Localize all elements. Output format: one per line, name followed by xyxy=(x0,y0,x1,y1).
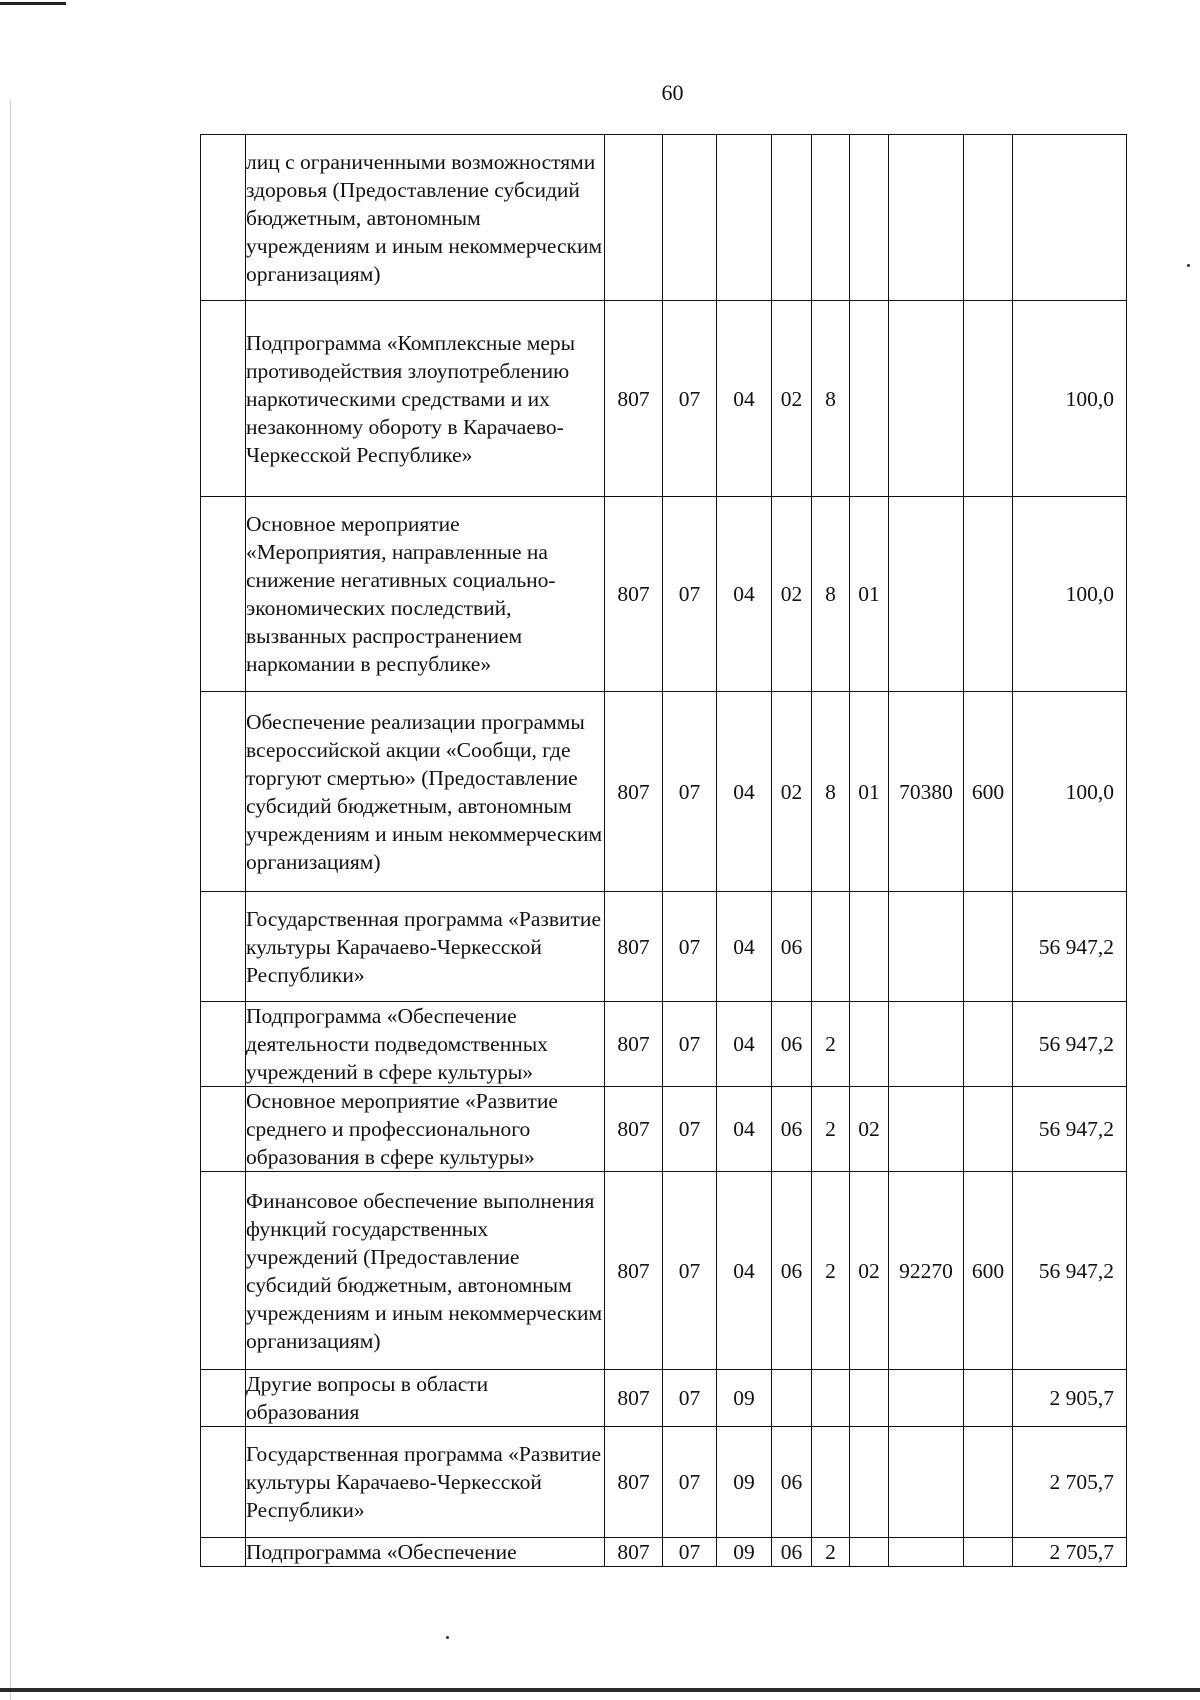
cell-expense-type xyxy=(964,1002,1013,1087)
cell-main-event: 02 xyxy=(850,1087,889,1172)
cell-amount: 100,0 xyxy=(1013,497,1127,692)
cell-expense-type: 600 xyxy=(964,1172,1013,1370)
cell-grbs: 807 xyxy=(605,1427,663,1538)
cell-subsection: 04 xyxy=(717,1002,772,1087)
cell-main-event xyxy=(850,1427,889,1538)
cell-expense-type xyxy=(964,301,1013,497)
cell-expense-direction xyxy=(889,1002,964,1087)
cell-program: 06 xyxy=(772,1172,812,1370)
cell-amount: 2 905,7 xyxy=(1013,1370,1127,1427)
cell-item-name: Основное мероприятие «Мероприятия, направленные на снижение негативных социально-экономических последствий, вызванных распространением наркомании в республике» xyxy=(246,497,605,692)
cell-grbs xyxy=(605,135,663,301)
cell-item-name: Подпрограмма «Обеспечение деятельности подведомственных учреждений в сфере культуры» xyxy=(246,1002,605,1087)
cell-expense-direction xyxy=(889,301,964,497)
cell-item-name: Другие вопросы в области образования xyxy=(246,1370,605,1427)
cell-main-event xyxy=(850,1538,889,1567)
cell-amount xyxy=(1013,135,1127,301)
cell-program: 06 xyxy=(772,1002,812,1087)
cell-expense-direction xyxy=(889,892,964,1002)
cell-row-number xyxy=(201,1370,246,1427)
cell-subprogram xyxy=(812,1370,850,1427)
cell-section: 07 xyxy=(663,497,717,692)
cell-expense-direction: 70380 xyxy=(889,692,964,892)
cell-main-event: 01 xyxy=(850,692,889,892)
cell-section: 07 xyxy=(663,892,717,1002)
cell-grbs: 807 xyxy=(605,1172,663,1370)
cell-amount: 56 947,2 xyxy=(1013,1172,1127,1370)
cell-grbs: 807 xyxy=(605,892,663,1002)
cell-row-number xyxy=(201,135,246,301)
cell-section: 07 xyxy=(663,692,717,892)
cell-row-number xyxy=(201,1538,246,1567)
table-row xyxy=(201,301,1127,497)
cell-item-name: Подпрограмма «Комплексные меры противодействия злоупотреблению наркотическими средствами и их незаконному обороту в Карачаево-Черкесской Республике» xyxy=(246,301,605,497)
cell-item-name: Государственная программа «Развитие культуры Карачаево-Черкесской Республики» xyxy=(246,1427,605,1538)
cell-main-event xyxy=(850,892,889,1002)
table-row xyxy=(201,1538,1127,1567)
table-row xyxy=(201,1172,1127,1370)
cell-program: 02 xyxy=(772,301,812,497)
cell-subsection: 04 xyxy=(717,497,772,692)
table-row xyxy=(201,497,1127,692)
cell-row-number xyxy=(201,497,246,692)
table-row xyxy=(201,692,1127,892)
cell-grbs: 807 xyxy=(605,692,663,892)
cell-item-name: Основное мероприятие «Развитие среднего и профессионального образования в сфере культуры» xyxy=(246,1087,605,1172)
cell-subprogram: 8 xyxy=(812,497,850,692)
scan-speck xyxy=(446,1636,449,1639)
cell-row-number xyxy=(201,1002,246,1087)
cell-section: 07 xyxy=(663,1370,717,1427)
cell-expense-direction xyxy=(889,1427,964,1538)
cell-expense-type xyxy=(964,1427,1013,1538)
scan-speck xyxy=(1187,264,1190,267)
budget-table xyxy=(200,134,1127,1567)
cell-subsection: 09 xyxy=(717,1370,772,1427)
cell-amount: 2 705,7 xyxy=(1013,1427,1127,1538)
cell-program xyxy=(772,1370,812,1427)
cell-amount: 2 705,7 xyxy=(1013,1538,1127,1567)
cell-expense-type xyxy=(964,1087,1013,1172)
cell-item-name: Подпрограмма «Обеспечение xyxy=(246,1538,605,1567)
cell-subprogram: 8 xyxy=(812,301,850,497)
table-row xyxy=(201,1087,1127,1172)
cell-amount: 56 947,2 xyxy=(1013,892,1127,1002)
cell-section: 07 xyxy=(663,1538,717,1567)
cell-expense-type xyxy=(964,1370,1013,1427)
cell-grbs: 807 xyxy=(605,1370,663,1427)
table-row xyxy=(201,892,1127,1002)
cell-grbs: 807 xyxy=(605,1087,663,1172)
cell-program: 06 xyxy=(772,892,812,1002)
cell-expense-direction xyxy=(889,1087,964,1172)
cell-subprogram: 2 xyxy=(812,1172,850,1370)
cell-expense-type xyxy=(964,497,1013,692)
cell-item-name: лиц с ограниченными возможностями здоровья (Предоставление субсидий бюджетным, автономным учреждениям и иным некоммерческим организациям) xyxy=(246,135,605,301)
cell-subsection: 09 xyxy=(717,1427,772,1538)
cell-subprogram: 2 xyxy=(812,1002,850,1087)
cell-main-event xyxy=(850,301,889,497)
scan-artifact-left-edge xyxy=(10,100,11,1700)
cell-program: 06 xyxy=(772,1427,812,1538)
cell-amount: 56 947,2 xyxy=(1013,1087,1127,1172)
cell-subsection: 04 xyxy=(717,301,772,497)
table-row xyxy=(201,1002,1127,1087)
cell-section: 07 xyxy=(663,301,717,497)
cell-item-name: Финансовое обеспечение выполнения функций государственных учреждений (Предоставление субсидий бюджетным, автономным учреждениям и иным некоммерческим организациям) xyxy=(246,1172,605,1370)
cell-expense-direction: 92270 xyxy=(889,1172,964,1370)
cell-expense-direction xyxy=(889,497,964,692)
scan-artifact-bottom xyxy=(0,1688,1200,1692)
cell-item-name: Обеспечение реализации программы всероссийской акции «Сообщи, где торгуют смертью» (Предоставление субсидий бюджетным, автономным учреждениям и иным некоммерческим организациям) xyxy=(246,692,605,892)
cell-subsection: 04 xyxy=(717,1172,772,1370)
cell-program: 02 xyxy=(772,497,812,692)
cell-grbs: 807 xyxy=(605,497,663,692)
cell-subprogram: 2 xyxy=(812,1087,850,1172)
cell-main-event xyxy=(850,1002,889,1087)
cell-section: 07 xyxy=(663,1172,717,1370)
cell-subsection: 04 xyxy=(717,692,772,892)
table-row xyxy=(201,1427,1127,1538)
cell-row-number xyxy=(201,1172,246,1370)
cell-main-event xyxy=(850,1370,889,1427)
cell-subprogram xyxy=(812,892,850,1002)
cell-expense-type xyxy=(964,1538,1013,1567)
cell-subprogram xyxy=(812,135,850,301)
cell-section: 07 xyxy=(663,1087,717,1172)
cell-program: 02 xyxy=(772,692,812,892)
cell-main-event: 02 xyxy=(850,1172,889,1370)
cell-expense-direction xyxy=(889,135,964,301)
cell-row-number xyxy=(201,1087,246,1172)
cell-item-name: Государственная программа «Развитие культуры Карачаево-Черкесской Республики» xyxy=(246,892,605,1002)
page-number: 60 xyxy=(661,80,684,105)
cell-subprogram: 2 xyxy=(812,1538,850,1567)
cell-subprogram xyxy=(812,1427,850,1538)
cell-grbs: 807 xyxy=(605,1538,663,1567)
cell-row-number xyxy=(201,1427,246,1538)
cell-subsection: 09 xyxy=(717,1538,772,1567)
cell-program: 06 xyxy=(772,1538,812,1567)
cell-row-number xyxy=(201,301,246,497)
cell-section: 07 xyxy=(663,1002,717,1087)
table-row xyxy=(201,1370,1127,1427)
cell-section: 07 xyxy=(663,1427,717,1538)
cell-amount: 56 947,2 xyxy=(1013,1002,1127,1087)
cell-main-event: 01 xyxy=(850,497,889,692)
cell-row-number xyxy=(201,892,246,1002)
cell-amount: 100,0 xyxy=(1013,692,1127,892)
cell-expense-type xyxy=(964,135,1013,301)
table-row xyxy=(201,135,1127,301)
cell-subsection: 04 xyxy=(717,1087,772,1172)
cell-grbs: 807 xyxy=(605,301,663,497)
cell-subsection: 04 xyxy=(717,892,772,1002)
cell-expense-type: 600 xyxy=(964,692,1013,892)
cell-grbs: 807 xyxy=(605,1002,663,1087)
cell-expense-direction xyxy=(889,1538,964,1567)
cell-subsection xyxy=(717,135,772,301)
cell-main-event xyxy=(850,135,889,301)
cell-amount: 100,0 xyxy=(1013,301,1127,497)
cell-expense-direction xyxy=(889,1370,964,1427)
cell-row-number xyxy=(201,692,246,892)
cell-expense-type xyxy=(964,892,1013,1002)
cell-section xyxy=(663,135,717,301)
cell-program xyxy=(772,135,812,301)
scan-artifact-top xyxy=(0,2,66,5)
cell-subprogram: 8 xyxy=(812,692,850,892)
cell-program: 06 xyxy=(772,1087,812,1172)
